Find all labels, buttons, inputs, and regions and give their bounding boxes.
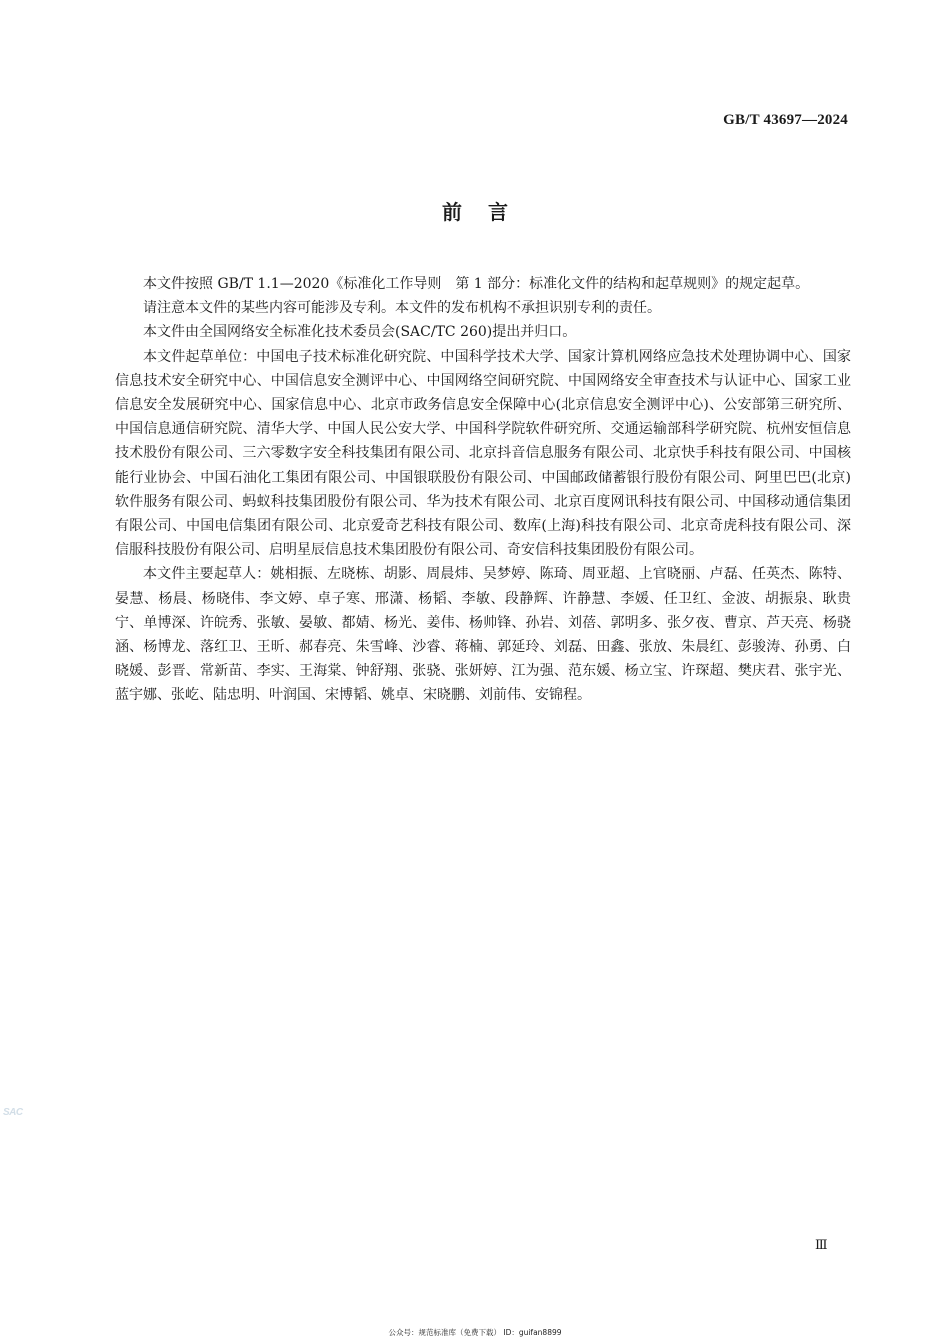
paragraph-main-drafters: 本文件主要起草人：姚相振、左晓栋、胡影、周晨炜、吴梦婷、陈琦、周亚超、上官晓丽、卢磊、任英杰、陈特、晏慧、杨晨、杨晓伟、李文婷、卓子寒、邢潇、杨韬、李敏、段静辉、许静慧、李媛、任卫红、金波、胡振泉、耿贵宁、单博深、许皖秀、张敏、晏敏、都婧、杨光、姜伟、杨帅锋、孙岩、刘蓓、郭明多、张夕夜、曹京、芦天亮、杨骁涵、杨博龙、落红卫、王昕、郝春亮、朱雪峰、沙睿、蒋楠、郭延玲、刘磊、田鑫、张放、朱晨红、彭骏涛、孙勇、白晓媛、彭晋、常新苗、李实、王海棠、钟舒翔、张骁、张妍婷、江为强、范东媛、杨立宝、许琛超、樊庆君、张宇光、蓝宇娜、张屹、陆忠明、叶润国、宋博韬、姚卓、宋晓鹏、刘前伟、安锦程。 bbox=[115, 566, 851, 704]
page-title: 前言 bbox=[442, 200, 534, 224]
paragraph-proposing-committee: 本文件由全国网络安全标准化技术委员会(SAC/TC 260)提出并归口。 bbox=[143, 324, 577, 341]
paragraph-drafting-units: 本文件起草单位：中国电子技术标准化研究院、中国科学技术大学、国家计算机网络应急技术处理协调中心、国家信息技术安全研究中心、中国信息安全测评中心、中国网络空间研究院、中国网络安全审查技术与认证中心、国家工业信息安全发展研究中心、国家信息中心、北京市政务信息安全保障中心(北京信息安全测评中心)、公安部第三研究所、中国信息通信研究院、清华大学、中国人民公安大学、中国科学院软件研究所、交通运输部科学研究院、杭州安恒信息技术股份有限公司、三六零数字安全科技集团有限公司、北京抖音信息服务有限公司、北京快手科技有限公司、中国核能行业协会、中国石油化工集团有限公司、中国银联股份有限公司、中国邮政储蓄银行股份有限公司、阿里巴巴(北京)软件服务有限公司、蚂蚁科技集团股份有限公司、华为技术有限公司、北京百度网讯科技有限公司、中国移动通信集团有限公司、中国电信集团有限公司、北京爱奇艺科技有限公司、数库(上海)科技有限公司、北京奇虎科技有限公司、深信服科技股份有限公司、启明星辰信息技术集团股份有限公司、奇安信科技集团股份有限公司。 bbox=[115, 348, 851, 559]
foreword-body bbox=[115, 272, 851, 708]
page-number: Ⅲ bbox=[814, 1237, 828, 1252]
footer-source-note: 公众号：规范标准库（免费下载） ID：guifan8899 bbox=[388, 1328, 562, 1337]
paragraph-drafting-rules: 本文件按照 GB/T 1.1—2020《标准化工作导则 第 1 部分：标准化文件的结构和起草规则》的规定起草。 bbox=[143, 276, 810, 292]
sac-watermark-logo: SAC bbox=[3, 1107, 23, 1118]
paragraph-patent-notice: 请注意本文件的某些内容可能涉及专利。本文件的发布机构不承担识别专利的责任。 bbox=[143, 300, 661, 317]
standard-code: GB/T 43697—2024 bbox=[723, 112, 848, 128]
